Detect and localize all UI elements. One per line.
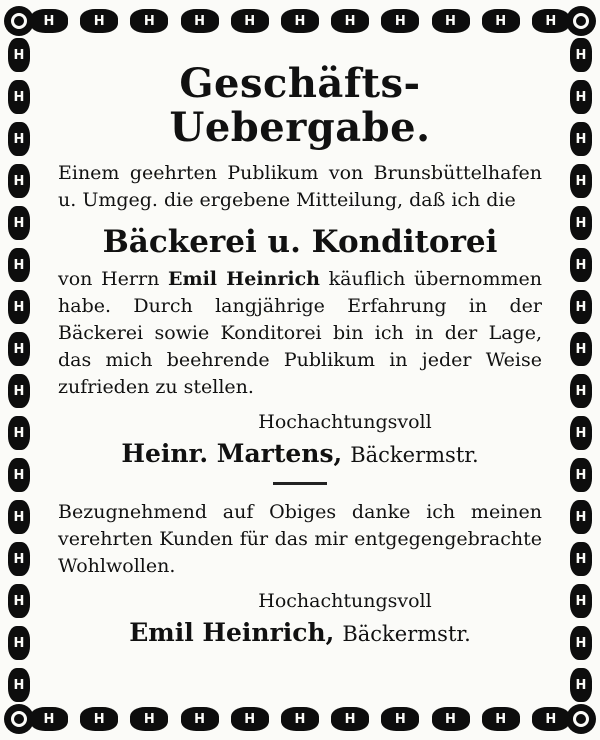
section-divider — [273, 482, 327, 485]
chain-link-icon — [281, 707, 319, 731]
chain-link-icon — [8, 626, 30, 660]
chain-link-icon — [8, 38, 30, 72]
signature-title: Bäckermstr. — [342, 622, 471, 646]
chain-link-icon — [8, 542, 30, 576]
chain-link-icon — [570, 290, 592, 324]
chain-border-right — [566, 38, 596, 702]
chain-link-icon — [181, 707, 219, 731]
chain-border-left — [4, 38, 34, 702]
regards-new-owner: Hochachtungsvoll — [258, 411, 432, 433]
thanks-paragraph: Bezugnehmend auf Obiges danke ich meinen verehrten Kunden für das mir entgegengebrachte Wohlwollen. — [58, 501, 542, 577]
chain-link-icon — [331, 9, 369, 33]
signature-old-owner — [58, 618, 542, 647]
chain-link-icon — [570, 164, 592, 198]
chain-link-icon — [8, 374, 30, 408]
chain-link-icon — [8, 122, 30, 156]
chain-link-icon — [570, 416, 592, 450]
chain-link-icon — [8, 500, 30, 534]
chain-link-icon — [570, 332, 592, 366]
chain-link-icon — [570, 542, 592, 576]
signature-name: Heinr. Martens, — [121, 439, 343, 468]
chain-link-icon — [8, 206, 30, 240]
chain-link-icon — [570, 38, 592, 72]
business-name: Bäckerei u. Konditorei — [102, 224, 498, 260]
chain-border-top — [30, 4, 570, 38]
chain-link-icon — [30, 9, 68, 33]
chain-link-icon — [570, 80, 592, 114]
chain-link-icon — [532, 707, 570, 731]
chain-link-icon — [281, 9, 319, 33]
regards-old-owner: Hochachtungsvoll — [258, 590, 432, 612]
chain-link-icon — [231, 9, 269, 33]
chain-link-icon — [8, 458, 30, 492]
chain-link-icon — [331, 707, 369, 731]
signature-name: Emil Heinrich, — [129, 618, 335, 647]
chain-link-icon — [80, 707, 118, 731]
signature-title: Bäckermstr. — [350, 443, 479, 467]
chain-link-icon — [482, 707, 520, 731]
takeover-paragraph — [58, 266, 542, 401]
headline: Geschäfts-Uebergabe. — [169, 60, 431, 151]
chain-link-icon — [130, 707, 168, 731]
chain-link-icon — [130, 9, 168, 33]
signature-new-owner — [58, 439, 542, 468]
chain-link-icon — [8, 416, 30, 450]
chain-link-icon — [570, 668, 592, 702]
chain-link-icon — [8, 332, 30, 366]
chain-link-icon — [570, 500, 592, 534]
chain-link-icon — [570, 122, 592, 156]
chain-link-icon — [80, 9, 118, 33]
chain-link-icon — [532, 9, 570, 33]
chain-link-icon — [432, 707, 470, 731]
intro-paragraph: Einem geehrten Publikum von Brunsbüttelhafen u. Umgeg. die ergebene Mitteilung, daß ich die — [58, 162, 542, 211]
chain-link-icon — [570, 206, 592, 240]
chain-link-icon — [8, 290, 30, 324]
chain-link-icon — [8, 80, 30, 114]
chain-link-icon — [381, 707, 419, 731]
chain-link-icon — [570, 584, 592, 618]
chain-link-icon — [181, 9, 219, 33]
chain-link-icon — [482, 9, 520, 33]
chain-link-icon — [30, 707, 68, 731]
chain-link-icon — [8, 584, 30, 618]
chain-link-icon — [432, 9, 470, 33]
chain-link-icon — [231, 707, 269, 731]
chain-link-icon — [8, 248, 30, 282]
previous-owner-name: Emil Heinrich — [168, 268, 320, 290]
chain-link-icon — [8, 668, 30, 702]
ornament-corner-icon — [566, 704, 596, 734]
advertisement-body — [58, 62, 542, 647]
takeover-prefix: von Herrn — [58, 268, 160, 290]
chain-link-icon — [381, 9, 419, 33]
chain-link-icon — [8, 164, 30, 198]
chain-link-icon — [570, 374, 592, 408]
takeover-text: käuflich übernommen habe. Durch langjährige Erfahrung in der Bäckerei sowie Konditorei bin ich in der Lage, das mich beehrende Publikum in jeder Weise zufrieden zu stellen. — [58, 268, 542, 398]
chain-border-bottom — [30, 702, 570, 736]
chain-link-icon — [570, 626, 592, 660]
chain-link-icon — [570, 458, 592, 492]
ornament-corner-icon — [566, 6, 596, 36]
chain-link-icon — [570, 248, 592, 282]
